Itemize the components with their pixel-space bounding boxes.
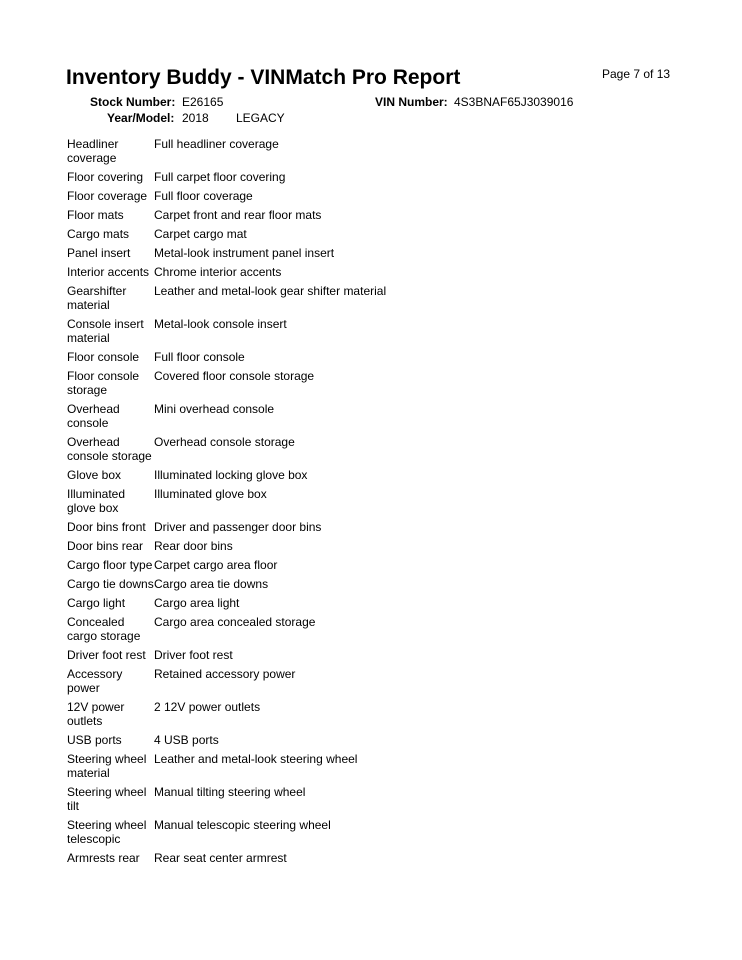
spec-value: Rear door bins — [154, 539, 233, 553]
spec-value: Illuminated locking glove box — [154, 468, 308, 482]
spec-label: Steering wheel telescopic — [67, 818, 147, 846]
spec-row — [67, 699, 447, 732]
vin-number-label: VIN Number: — [375, 95, 448, 109]
spec-label: Overhead console storage — [67, 435, 152, 463]
spec-row — [67, 136, 447, 169]
spec-row — [67, 467, 447, 486]
spec-row — [67, 349, 447, 368]
stock-number-value: E26165 — [182, 95, 224, 109]
spec-row — [67, 666, 447, 699]
spec-value: Illuminated glove box — [154, 487, 267, 501]
spec-row — [67, 401, 447, 434]
spec-label: Gearshifter material — [67, 284, 127, 312]
spec-row — [67, 207, 447, 226]
spec-value: Carpet front and rear floor mats — [154, 208, 322, 222]
spec-value: Overhead console storage — [154, 435, 295, 449]
spec-label: Steering wheel material — [67, 752, 147, 780]
spec-label: Driver foot rest — [67, 648, 146, 662]
year-value: 2018 — [182, 111, 209, 125]
spec-value: Full headliner coverage — [154, 137, 279, 151]
spec-label: Cargo tie downs — [67, 577, 154, 591]
spec-label: Concealed cargo storage — [67, 615, 141, 643]
spec-label: Door bins rear — [67, 539, 144, 553]
spec-label: Floor mats — [67, 208, 124, 222]
spec-label: Headliner coverage — [67, 137, 119, 165]
spec-value: Retained accessory power — [154, 667, 296, 681]
spec-row — [67, 169, 447, 188]
spec-value: 4 USB ports — [154, 733, 219, 747]
spec-label: Accessory power — [67, 667, 123, 695]
spec-row — [67, 519, 447, 538]
spec-row — [67, 226, 447, 245]
report-title: Inventory Buddy - VINMatch Pro Report — [66, 66, 461, 89]
spec-value: Cargo area light — [154, 596, 240, 610]
spec-row — [67, 576, 447, 595]
spec-value: Chrome interior accents — [154, 265, 282, 279]
spec-row — [67, 486, 447, 519]
vin-number-value: 4S3BNAF65J3039016 — [454, 95, 574, 109]
spec-row — [67, 784, 447, 817]
spec-row — [67, 557, 447, 576]
spec-value: Mini overhead console — [154, 402, 275, 416]
spec-label: Cargo mats — [67, 227, 130, 241]
spec-label: USB ports — [67, 733, 122, 747]
spec-value: Rear seat center armrest — [154, 851, 287, 865]
spec-row — [67, 647, 447, 666]
spec-row — [67, 595, 447, 614]
spec-label: Glove box — [67, 468, 122, 482]
spec-row — [67, 850, 447, 869]
spec-label: Panel insert — [67, 246, 131, 260]
spec-list — [67, 136, 447, 869]
spec-row — [67, 188, 447, 207]
spec-value: 2 12V power outlets — [154, 700, 261, 714]
spec-value: Full floor console — [154, 350, 245, 364]
spec-label: Cargo light — [67, 596, 126, 610]
spec-value: Carpet cargo area floor — [154, 558, 278, 572]
spec-value: Metal-look console insert — [154, 317, 287, 331]
spec-row — [67, 283, 447, 316]
spec-row — [67, 368, 447, 401]
spec-label: Steering wheel tilt — [67, 785, 147, 813]
spec-value: Cargo area tie downs — [154, 577, 269, 591]
spec-value: Full floor coverage — [154, 189, 253, 203]
spec-label: Console insert material — [67, 317, 144, 345]
spec-value: Carpet cargo mat — [154, 227, 247, 241]
model-value: LEGACY — [236, 111, 285, 125]
stock-number-label: Stock Number: — [90, 95, 176, 109]
spec-label: Floor coverage — [67, 189, 148, 203]
spec-row — [67, 751, 447, 784]
year-model-label: Year/Model: — [107, 111, 175, 125]
spec-value: Cargo area concealed storage — [154, 615, 316, 629]
spec-label: 12V power outlets — [67, 700, 125, 728]
spec-row — [67, 264, 447, 283]
spec-label: Floor console — [67, 350, 140, 364]
spec-row — [67, 817, 447, 850]
spec-row — [67, 245, 447, 264]
spec-label: Armrests rear — [67, 851, 140, 865]
spec-value: Driver foot rest — [154, 648, 233, 662]
spec-label: Overhead console — [67, 402, 120, 430]
spec-value: Covered floor console storage — [154, 369, 315, 383]
spec-label: Interior accents — [67, 265, 150, 279]
spec-row — [67, 434, 447, 467]
spec-row — [67, 316, 447, 349]
spec-row — [67, 538, 447, 557]
page-number: Page 7 of 13 — [602, 67, 671, 81]
spec-label: Illuminated glove box — [67, 487, 126, 515]
spec-value: Leather and metal-look gear shifter material — [154, 284, 387, 298]
spec-label: Door bins front — [67, 520, 146, 534]
spec-value: Leather and metal-look steering wheel — [154, 752, 358, 766]
spec-label: Floor console storage — [67, 369, 140, 397]
spec-label: Cargo floor type — [67, 558, 153, 572]
spec-label: Floor covering — [67, 170, 144, 184]
spec-value: Full carpet floor covering — [154, 170, 286, 184]
spec-value: Driver and passenger door bins — [154, 520, 322, 534]
spec-row — [67, 732, 447, 751]
spec-row — [67, 614, 447, 647]
spec-value: Manual tilting steering wheel — [154, 785, 306, 799]
spec-value: Manual telescopic steering wheel — [154, 818, 331, 832]
spec-value: Metal-look instrument panel insert — [154, 246, 335, 260]
